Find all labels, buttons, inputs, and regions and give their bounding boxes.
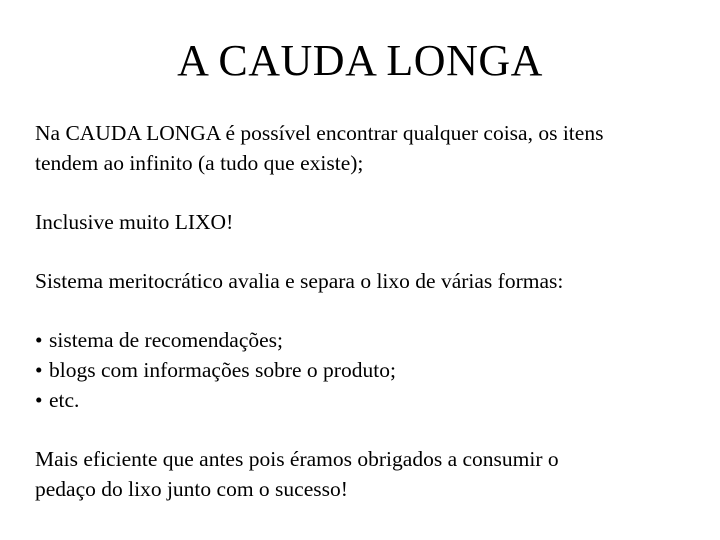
list-item-text: blogs com informações sobre o produto;: [49, 358, 396, 382]
list-item-text: etc.: [49, 388, 80, 412]
slide-body: [35, 118, 695, 533]
list-item: [35, 355, 695, 385]
paragraph-line: Mais eficiente que antes pois éramos obrigados a consumir o: [35, 447, 559, 471]
paragraph-garbage: Inclusive muito LIXO!: [35, 210, 234, 234]
bullet-icon: •: [35, 328, 43, 352]
paragraph-line: tendem ao infinito (a tudo que existe);: [35, 151, 364, 175]
list-item: [35, 385, 695, 415]
list-item: [35, 325, 695, 355]
bullet-icon: •: [35, 388, 43, 412]
paragraph-meritocratic-system: Sistema meritocrático avalia e separa o lixo de várias formas:: [35, 269, 564, 293]
list-item-text: sistema de recomendações;: [49, 328, 284, 352]
slide-title: A CAUDA LONGA: [177, 36, 543, 85]
paragraph-long-tail-intro: [35, 118, 695, 178]
paragraph-conclusion: [35, 444, 695, 504]
bullet-list: [35, 325, 695, 415]
paragraph-line: pedaço do lixo junto com o sucesso!: [35, 477, 348, 501]
bullet-icon: •: [35, 358, 43, 382]
paragraph-line: Na CAUDA LONGA é possível encontrar qualquer coisa, os itens: [35, 121, 604, 145]
